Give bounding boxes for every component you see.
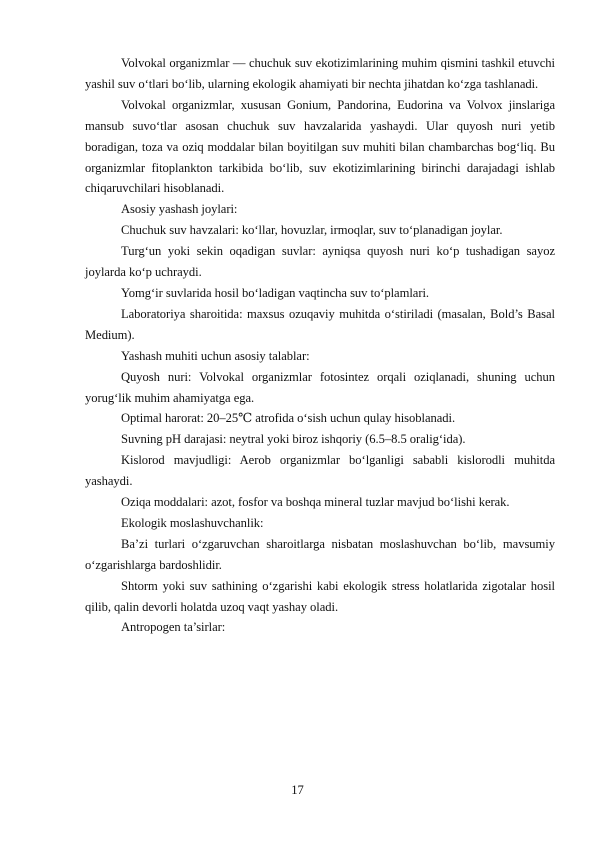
heading-adaptability: Ekologik moslashuvchanlik: bbox=[121, 515, 264, 530]
paragraph-habitat-overview: Volvokal organizmlar, xususan Gonium, Pandorina, Eudorina va Volvox jinslariga mansub suvo‘tlar asosan chuchuk suv havzalarida yashaydi. Ular quyosh nuri yetib boradigan, toza va oziq moddalar bilan boyitilgan suv muhiti bilan chambarchas bog‘liq. Bu organizmlar fitoplankton tarkibida bo‘lib, suv ekotizimlarining birinchi darajadagi ishlab chiqaruvchilari hisoblanadi. bbox=[85, 97, 555, 196]
paragraph-intro: Volvokal organizmlar — chuchuk suv ekotizimlarining muhim qismini tashkil etuvchi yashil suv o‘tlari bo‘lib, ularning ekologik ahamiyati bir nechta jihatdan ko‘zga tashlanadi. bbox=[85, 56, 555, 91]
text-body bbox=[85, 53, 555, 638]
paragraph-laboratory: Laboratoriya sharoitida: maxsus ozuqaviy muhitda o‘stiriladi (masalan, Bold’s Basal Medium). bbox=[85, 306, 555, 342]
paragraph-stagnant-water: Turg‘un yoki sekin oqadigan suvlar: ayniqsa quyosh nuri ko‘p tushadigan sayoz joylarda ko‘p uchraydi. bbox=[85, 244, 555, 280]
heading-anthropogenic: Antropogen ta’sirlar: bbox=[121, 620, 226, 635]
paragraph-ph: Suvning pH darajasi: neytral yoki biroz ishqoriy (6.5–8.5 oralig‘ida). bbox=[121, 432, 466, 447]
paragraph-oxygen: Kislorod mavjudligi: Aerob organizmlar bo‘lganligi sababli kislorodli muhitda yashaydi. bbox=[85, 453, 555, 489]
heading-requirements: Yashash muhiti uchun asosiy talablar: bbox=[121, 348, 310, 363]
paragraph-sunlight: Quyosh nuri: Volvokal organizmlar fotosintez orqali oziqlanadi, shuning uchun yorug‘lik muhim ahamiyatga ega. bbox=[85, 369, 555, 405]
paragraph-stress: Shtorm yoki suv sathining o‘zgarishi kabi ekologik stress holatlarida zigotalar hosil qilib, qalin devorli holatda uzoq vaqt yashay oladi. bbox=[85, 578, 555, 614]
heading-main-habitats: Asosiy yashash joylari: bbox=[121, 202, 238, 217]
paragraph-nutrients: Oziqa moddalari: azot, fosfor va boshqa mineral tuzlar mavjud bo‘lishi kerak. bbox=[121, 495, 510, 510]
paragraph-temperature: Optimal harorat: 20–25℃ atrofida o‘sish uchun qulay hisoblanadi. bbox=[121, 411, 456, 426]
paragraph-seasonal: Ba’zi turlari o‘zgaruvchan sharoitlarga nisbatan moslashuvchan bo‘lib, mavsumiy o‘zgarishlarga bardoshlidir. bbox=[85, 536, 555, 572]
paragraph-freshwater: Chuchuk suv havzalari: ko‘llar, hovuzlar, irmoqlar, suv to‘planadigan joylar. bbox=[121, 223, 503, 238]
page-number: 17 bbox=[291, 783, 304, 797]
paragraph-rain-pools: Yomg‘ir suvlarida hosil bo‘ladigan vaqtincha suv to‘plamlari. bbox=[121, 285, 430, 300]
